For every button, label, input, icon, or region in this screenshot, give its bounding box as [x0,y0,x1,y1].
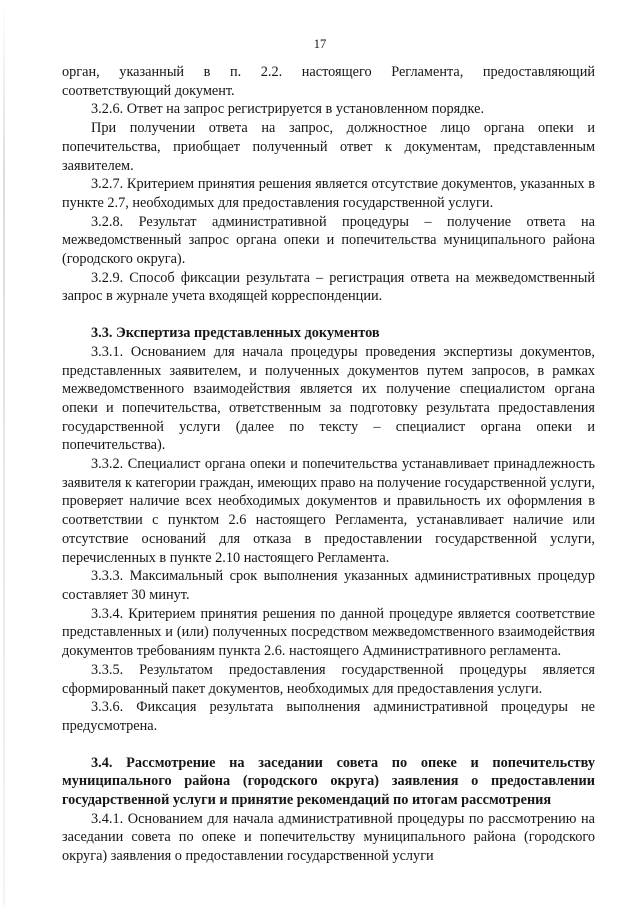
paragraph-3-4-1: 3.4.1. Основанием для начала административной процедуры по рассмотрению на заседании совета по опеке и попечительству муниципального района (городского округа) заявления о предоставлении государственной услуги [62,810,595,865]
paragraph-continuation: орган, указанный в п. 2.2. настоящего Регламента, предоставляющий соответствующий документ. [62,64,595,99]
paragraph-3-3-3: 3.3.3. Максимальный срок выполнения указанных административных процедур составляет 30 минут. [62,568,595,603]
page-number: 17 [313,37,327,51]
paragraph-response-received: При получении ответа на запрос, должностное лицо органа опеки и попечительства, приобщает полученный ответ к документам, представленным заявителем. [62,120,595,174]
paragraph-3-3-4: 3.3.4. Критерием принятия решения по данной процедуре является соответствие представленных и (или) полученных посредством межведомственного взаимодействия документов требованиям пункта 2.6. настоящего Административного регламента. [62,605,595,660]
paragraph-3-2-8: 3.2.8. Результат административной процедуры – получение ответа на межведомственный запрос органа опеки и попечительства муниципального района (городского округа). [62,213,595,268]
section-3-3-heading: 3.3. Экспертиза представленных документов [91,325,380,342]
paragraph-3-3-1: 3.3.1. Основанием для начала процедуры проведения экспертизы документов, представленных заявителем, и полученных документов путем запросов, в рамках межведомственного взаимодействия является их получение специалистом органа опеки и попечительства, ответственным за подготовку результата предоставления государственной услуги (далее по тексту – специалист органа опеки и попечительства). [62,343,595,454]
paragraph-3-3-6: 3.3.6. Фиксация результата выполнения административной процедуры не предусмотрена. [62,699,595,734]
paragraph-3-3-5: 3.3.5. Результатом предоставления государственной процедуры является сформированный пакет документов, необходимых для предоставления услуги. [62,661,595,697]
section-3-4-heading: 3.4. Рассмотрение на заседании совета по опеке и попечительству муниципального района (городского округа) заявления о предоставлении государственной услуги и принятие рекомендаций по итогам рассмотрения [62,754,595,809]
paragraph-3-2-7: 3.2.7. Критерием принятия решения является отсутствие документов, указанных в пункте 2.7, необходимых для предоставления государственной услуги. [62,176,595,211]
paragraph-3-3-2: 3.3.2. Специалист органа опеки и попечительства устанавливает принадлежность заявителя к категории граждан, имеющих право на получение государственной услуги, проверяет наличие всех необходимых документов и правильность их оформления в соответствии с пунктом 2.6 настоящего Регламента, устанавливает наличие или отсутствие оснований для отказа в предоставлении государственной услуги, перечисленных в пункте 2.10 настоящего Регламента. [62,456,595,566]
scan-margin-edge [3,0,5,905]
paragraph-3-2-6: 3.2.6. Ответ на запрос регистрируется в установленном порядке. [91,101,485,118]
document-body [62,63,595,866]
paragraph-3-2-9: 3.2.9. Способ фиксации результата – регистрация ответа на межведомственный запрос в журнале учета входящей корреспонденции. [62,269,595,305]
